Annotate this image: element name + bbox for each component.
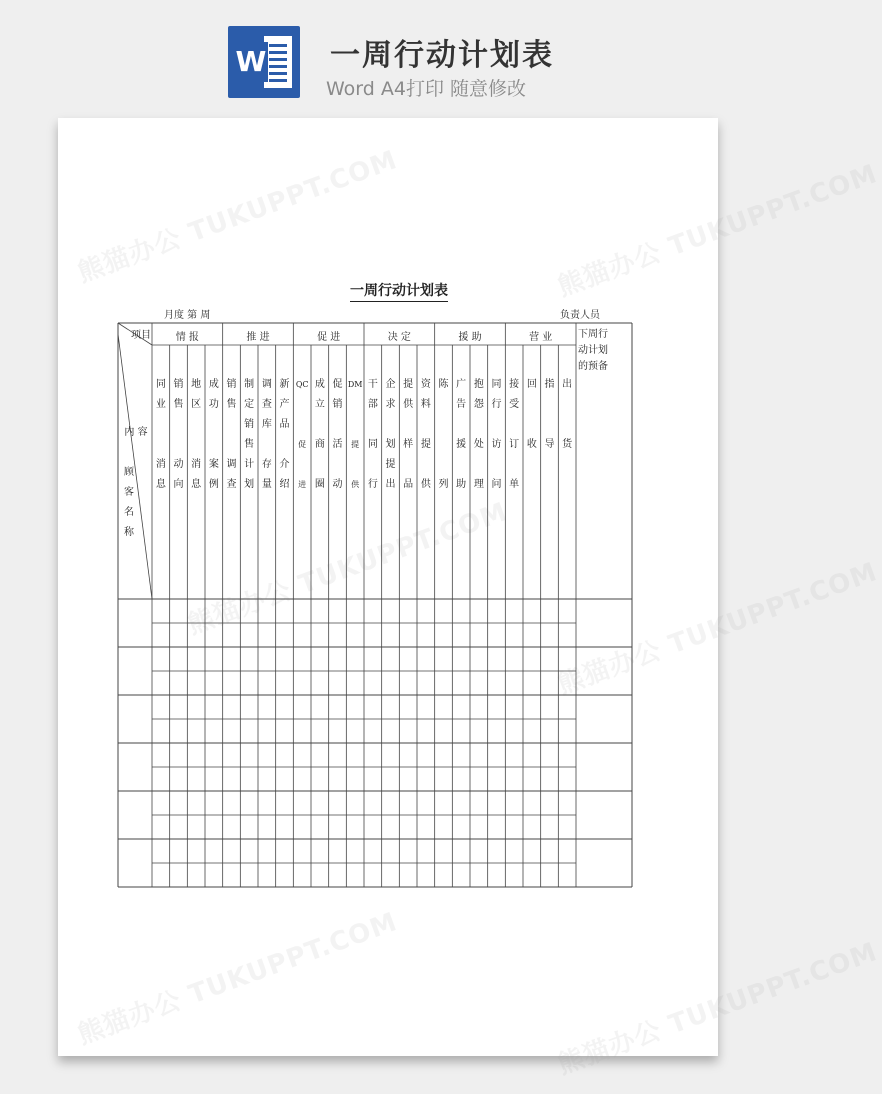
column-header: QC 促 进 (295, 380, 309, 489)
month-week-label: 月度 第 周 (164, 310, 211, 321)
column-header: 成 立 商 圈 (314, 379, 325, 490)
group-header: 推 进 (246, 332, 270, 343)
group-header: 情 报 (175, 332, 199, 343)
column-header: 销 售 调 查 (226, 379, 237, 490)
column-header: 销 售 动 向 (173, 379, 184, 490)
banner-subtitle: Word A4打印 随意修改 (326, 78, 527, 100)
group-header: 决 定 (387, 332, 411, 343)
doc-banner (0, 0, 774, 118)
column-header: 同 行 访 问 (491, 379, 502, 490)
column-header: 同 业 消 息 (155, 379, 166, 490)
column-header: 抱 怨 处 理 (473, 379, 484, 490)
column-header: 资 料 提 供 (420, 379, 431, 490)
column-header: 提 供 样 品 (403, 379, 414, 490)
column-header: 陈 列 (438, 379, 449, 490)
column-header: 地 区 消 息 (191, 379, 202, 490)
corner-customer-label: 顾 客 名 称 (124, 467, 134, 538)
column-header: 回 收 (526, 379, 537, 450)
corner-content-label: 内 容 (124, 427, 148, 438)
word-icon: W (228, 26, 300, 98)
watermark: 熊猫办公 TUKUPPT.COM (183, 497, 512, 641)
watermark: 熊猫办公 TUKUPPT.COM (73, 145, 402, 289)
group-header: 促 进 (317, 332, 341, 343)
column-header: 干 部 同 行 (367, 379, 378, 490)
watermark: 熊猫办公 TUKUPPT.COM (553, 557, 882, 701)
banner-title: 一周行动计划表 (330, 38, 554, 73)
watermark: 熊猫办公 TUKUPPT.COM (73, 907, 402, 1051)
column-header: 接 受 订 单 (509, 379, 520, 490)
column-header: 指 导 (544, 379, 555, 450)
group-header: 援 助 (458, 332, 482, 343)
column-header: 成 功 案 例 (208, 379, 219, 490)
column-header: 企 求 划 提 出 (385, 379, 396, 490)
group-header: 营 业 (529, 332, 553, 343)
corner-item-label: 项目 (131, 330, 151, 341)
watermark: 熊猫办公 TUKUPPT.COM (553, 937, 882, 1081)
column-header: 新 产 品 介 绍 (279, 379, 290, 490)
column-header: 出 货 (562, 379, 573, 450)
responsible-label: 负责人员 (560, 310, 600, 321)
document-page (58, 118, 882, 1081)
column-header: DM 提 供 (347, 380, 363, 489)
column-header: 制 定 销 售 计 划 (244, 379, 255, 490)
column-header: 促 销 活 动 (332, 379, 343, 490)
next-week-plan-header: 下周行 动计划 的预备 (578, 329, 608, 372)
column-header: 调 查 库 存 量 (261, 379, 272, 490)
watermark: 熊猫办公 TUKUPPT.COM (553, 159, 882, 303)
column-header: 广 告 援 助 (456, 379, 467, 490)
form-title: 一周行动计划表 (350, 280, 448, 302)
